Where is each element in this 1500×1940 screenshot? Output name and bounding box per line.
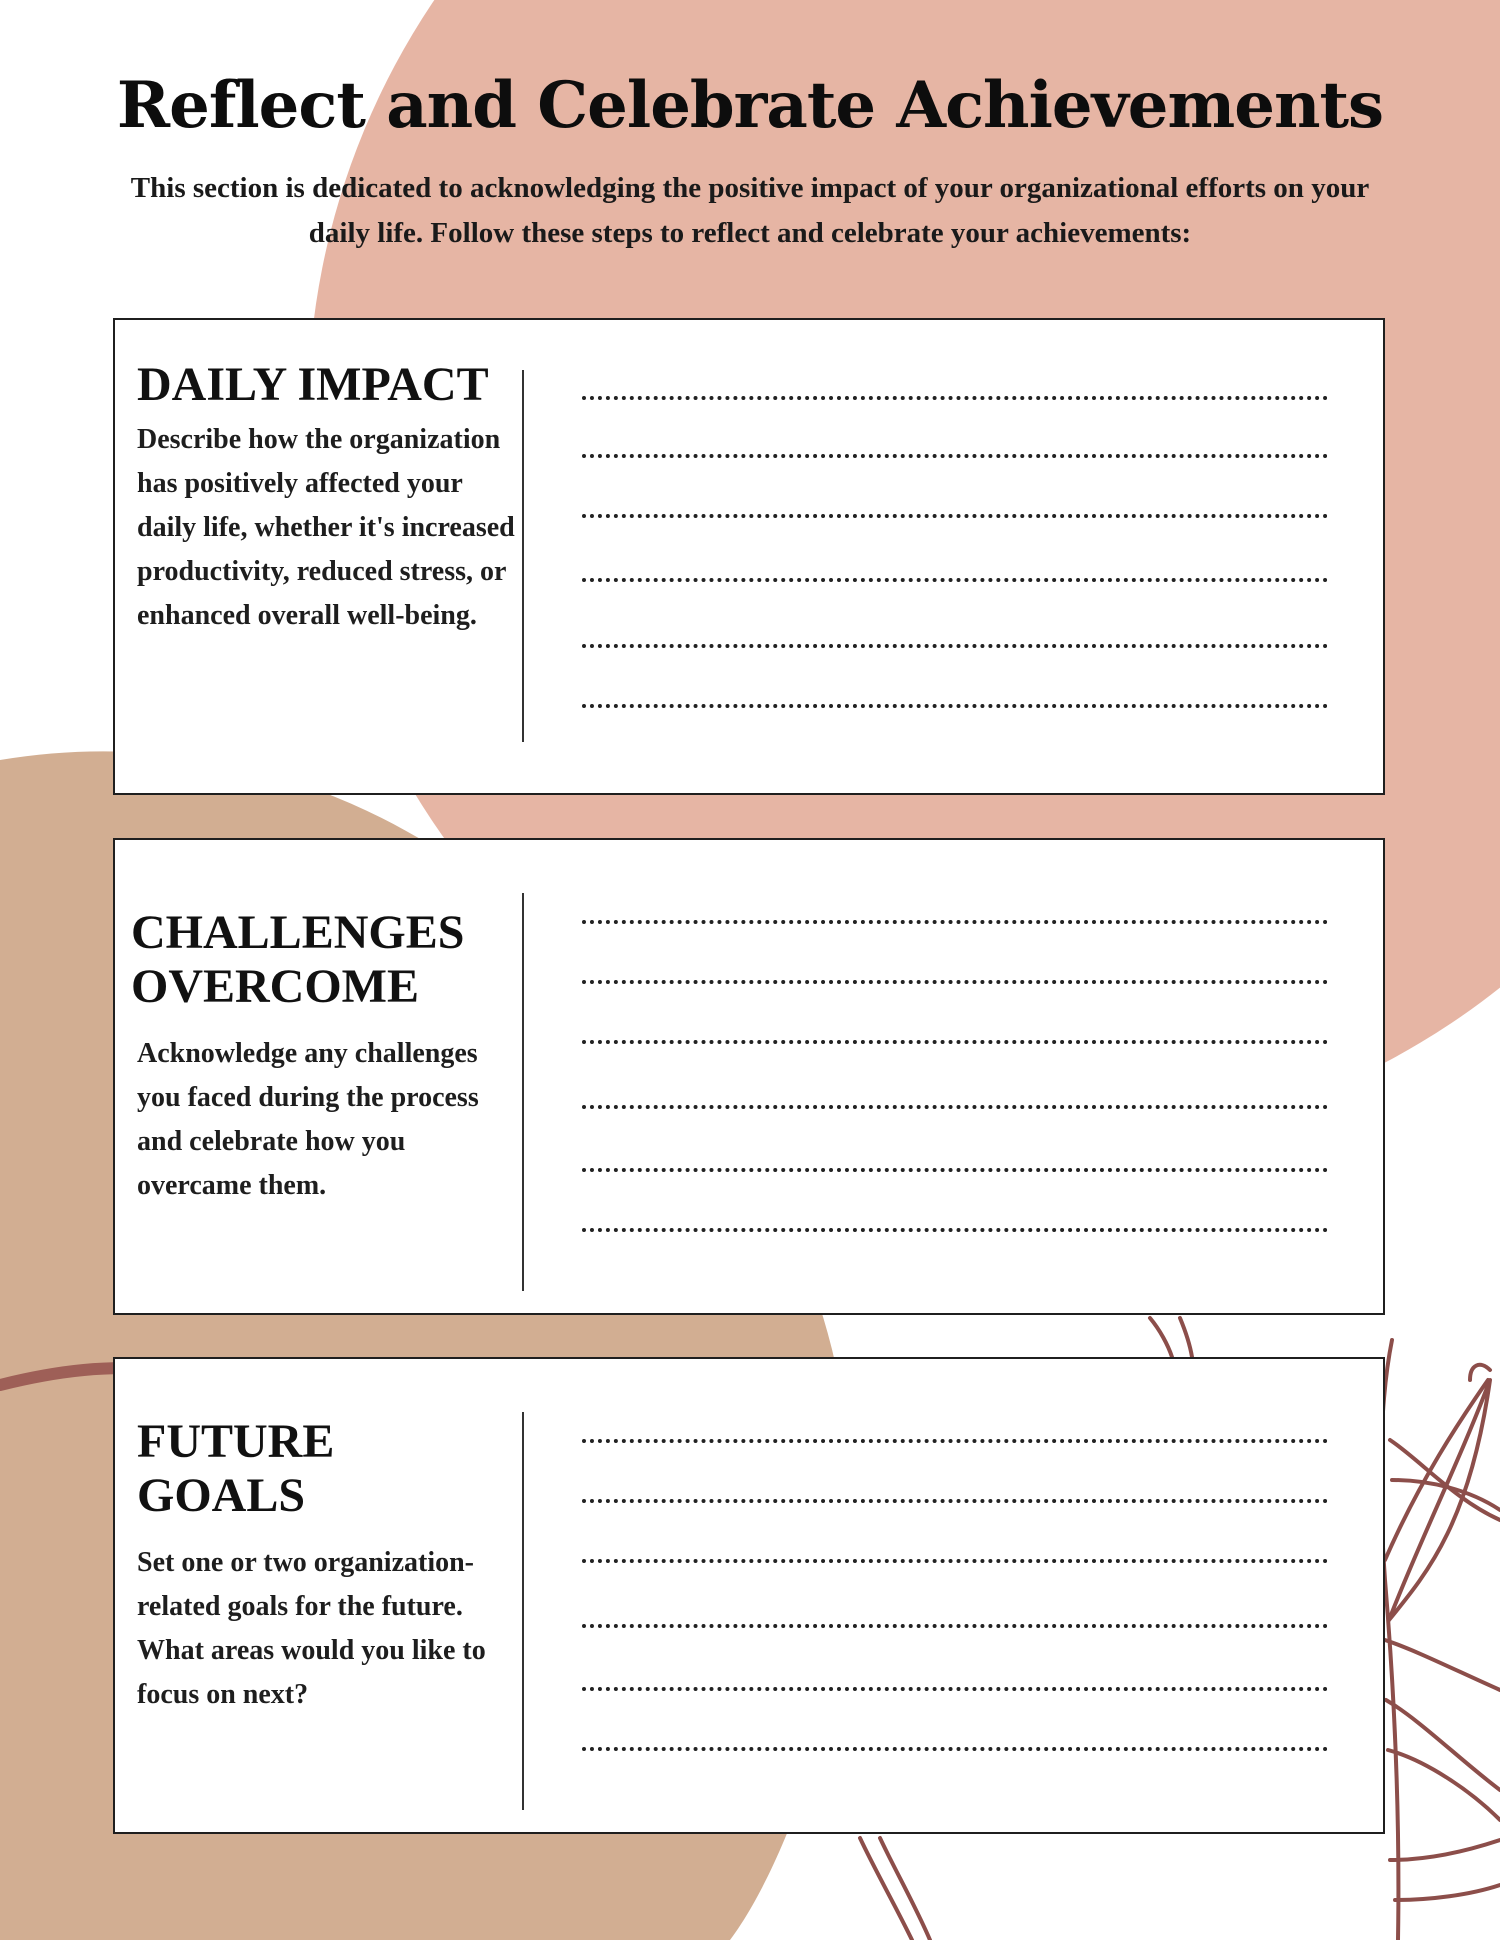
writing-line[interactable] bbox=[582, 1747, 1328, 1751]
writing-line[interactable] bbox=[582, 454, 1328, 458]
vertical-divider bbox=[522, 893, 524, 1291]
writing-line[interactable] bbox=[582, 1228, 1328, 1232]
writing-line[interactable] bbox=[582, 1687, 1328, 1691]
writing-line[interactable] bbox=[582, 514, 1328, 518]
writing-line[interactable] bbox=[582, 1559, 1328, 1563]
vertical-divider bbox=[522, 370, 524, 742]
writing-line[interactable] bbox=[582, 644, 1328, 648]
writing-area[interactable] bbox=[582, 840, 1328, 1313]
intro-text: This section is dedicated to acknowledging the positive impact of your organizational efforts on your daily life. Follow these steps to reflect and celebrate your achievements: bbox=[130, 172, 1370, 249]
writing-line[interactable] bbox=[582, 578, 1328, 582]
section-title: FUTURE GOALS bbox=[137, 1415, 335, 1522]
writing-line[interactable] bbox=[582, 1624, 1328, 1628]
section-description: Acknowledge any challenges you faced during the process and celebrate how you overcame them. bbox=[137, 1038, 479, 1201]
section-daily-impact bbox=[113, 318, 1385, 795]
writing-line[interactable] bbox=[582, 920, 1328, 924]
writing-line[interactable] bbox=[582, 704, 1328, 708]
section-challenges-overcome bbox=[113, 838, 1385, 1315]
vertical-divider bbox=[522, 1412, 524, 1810]
writing-line[interactable] bbox=[582, 1168, 1328, 1172]
section-description: Set one or two organization-related goals for the future. What areas would you like to focus on next? bbox=[137, 1547, 486, 1710]
section-title: DAILY IMPACT bbox=[137, 358, 489, 411]
writing-line[interactable] bbox=[582, 980, 1328, 984]
writing-line[interactable] bbox=[582, 1040, 1328, 1044]
section-future-goals bbox=[113, 1357, 1385, 1834]
writing-line[interactable] bbox=[582, 1105, 1328, 1109]
writing-line[interactable] bbox=[582, 396, 1328, 400]
writing-line[interactable] bbox=[582, 1499, 1328, 1503]
section-description: Describe how the organization has positively affected your daily life, whether it's increased productivity, reduced stress, or enhanced overall well-being. bbox=[137, 424, 515, 631]
writing-line[interactable] bbox=[582, 1439, 1328, 1443]
section-title: CHALLENGES OVERCOME bbox=[131, 906, 465, 1013]
writing-area[interactable] bbox=[582, 1359, 1328, 1832]
page-title: Reflect and Celebrate Achievements bbox=[116, 68, 1384, 143]
writing-area[interactable] bbox=[582, 320, 1328, 793]
